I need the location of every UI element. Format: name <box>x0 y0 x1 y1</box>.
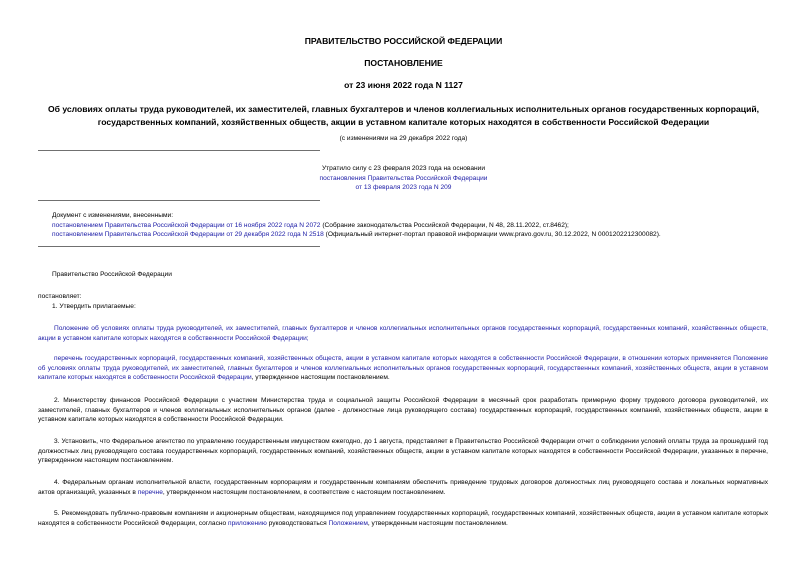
paragraph-1b: перечень государственных корпораций, государственных компаний, хозяйственных обществ, акции в уставном капитале которых находятся в собственности Российской Федерации, в отношении которых применяется Положение об условиях оплаты труда руководителей, их заместителей, главных бухгалтеров и членов коллегиальных исполнительных органов государственных корпораций, государственных компаний, хозяйственных обществ, акции в уставном капитале которых находятся в собственности Российской Федерации, утвержденное настоящим постановлением. <box>38 355 768 382</box>
amendment-note: (с изменениями на 29 декабря 2022 года) <box>339 135 468 142</box>
changes-block <box>52 211 772 240</box>
paragraph-1: 1. Утвердить прилагаемые: <box>52 303 136 310</box>
expired-decree-date-link[interactable]: от 13 февраля 2023 года N 209 <box>355 184 452 192</box>
change-link[interactable]: постановлением Правительства Российской Федерации от 16 ноября 2022 года N 2072 <box>52 221 321 229</box>
expired-line: Утратило силу с 23 февраля 2023 года на основании <box>321 165 486 172</box>
divider <box>38 200 320 201</box>
list-link[interactable]: перечень государственных корпораций, государственных компаний, хозяйственных обществ, акции в уставном капитале которых находятся в собственности Российской Федерации, в отношении которых применяется Положение об условиях оплаты труда руководителей, их заместителей, главных бухгалтеров и членов коллегиальных исполнительных органов государственных корпораций, государственных компаний, хозяйственных обществ, акции в уставном капитале которых находятся в собственности Российской Федерации <box>38 355 768 382</box>
change-item: постановлением Правительства Российской Федерации от 16 ноября 2022 года N 2072 (Собрание законодательства Российской Федерации, N 48, 28.11.2022, ст.8462); <box>52 221 569 229</box>
document-type: ПОСТАНОВЛЕНИЕ <box>364 58 443 68</box>
change-link[interactable]: постановлением Правительства Российской Федерации от 29 декабря 2022 года N 2518 <box>52 231 324 239</box>
paragraph-2: 2. Министерству финансов Российской Федерации с участием Министерства труда и социальной защиты Российской Федерации в месячный срок разработать примерную форму трудового договора руководителей, их заместителей, главных бухгалтеров и членов коллегиальных исполнительных органов (далее - должностные лица руководящего состава) государственных корпораций, государственных компаний, хозяйственных обществ, акции в уставном капитале которых находятся в собственности Российской Федерации. <box>38 397 768 424</box>
paragraph-5: 5. Рекомендовать публично-правовым компаниям и акционерным обществам, находящимся под управлением государственных корпораций, государственных компаний, хозяйственных обществ, акции в уставном капитале которых находятся в собственности Российской Федерации, согласно приложению руководствоваться Положением, утвержденным настоящим постановлением. <box>38 510 768 527</box>
divider <box>38 150 320 151</box>
paragraph-3: 3. Установить, что Федеральное агентство по управлению государственным имуществом ежегодно, до 1 августа, представляет в Правительство Российской Федерации отчет о соблюдении условий оплаты труда за прошедший год должностных лиц руководящего состава государственных корпораций, государственных компаний, хозяйственных обществ, акции в уставном капитале которых находятся в собственности Российской Федерации, указанных в перечне, утвержденном настоящим постановлением. <box>38 438 768 465</box>
expired-notice <box>220 164 587 193</box>
document-date-number: от 23 июня 2022 года N 1127 <box>344 80 463 90</box>
change-item: постановлением Правительства Российской Федерации от 29 декабря 2022 года N 2518 (Официальный интернет-портал правовой информации www.pravo.gov.ru, 30.12.2022, N 0001202212300082). <box>52 231 661 239</box>
divider <box>38 246 320 247</box>
government-heading: ПРАВИТЕЛЬСТВО РОССИЙСКОЙ ФЕДЕРАЦИИ <box>304 36 503 46</box>
list-reference-link[interactable]: перечне <box>137 488 163 496</box>
expired-decree-link[interactable]: постановления Правительства Российской Федерации <box>319 174 488 182</box>
regulation-link[interactable]: Положением <box>328 519 368 527</box>
government-body: Правительство Российской Федерации <box>52 271 172 278</box>
changes-intro: Документ с изменениями, внесенными: <box>52 212 174 219</box>
document-title: Об условиях оплаты труда руководителей, их заместителей, главных бухгалтеров и членов коллегиальных исполнительных органов государственных корпораций, государственных компаний, хозяйственных обществ, акции в уставном капитале которых находятся в собственности Российской Федерации <box>47 104 760 127</box>
paragraph-4: 4. Федеральным органам исполнительной власти, государственным корпорациям и государственным компаниям обеспечить приведение трудовых договоров должностных лиц руководящего состава и локальных нормативных актов организаций, указанных в перечне, утвержденном настоящим постановлением, в соответствие с настоящим постановлением. <box>38 479 768 496</box>
appendix-link[interactable]: приложению <box>228 519 267 527</box>
decrees-word: постановляет: <box>38 293 82 300</box>
paragraph-1a-link[interactable]: Положение об условиях оплаты труда руководителей, их заместителей, главных бухгалтеров и членов коллегиальных исполнительных органов государственных корпораций, государственных компаний, хозяйственных обществ, акции в уставном капитале которых находятся в собственности Российской Федерации; <box>38 325 768 342</box>
